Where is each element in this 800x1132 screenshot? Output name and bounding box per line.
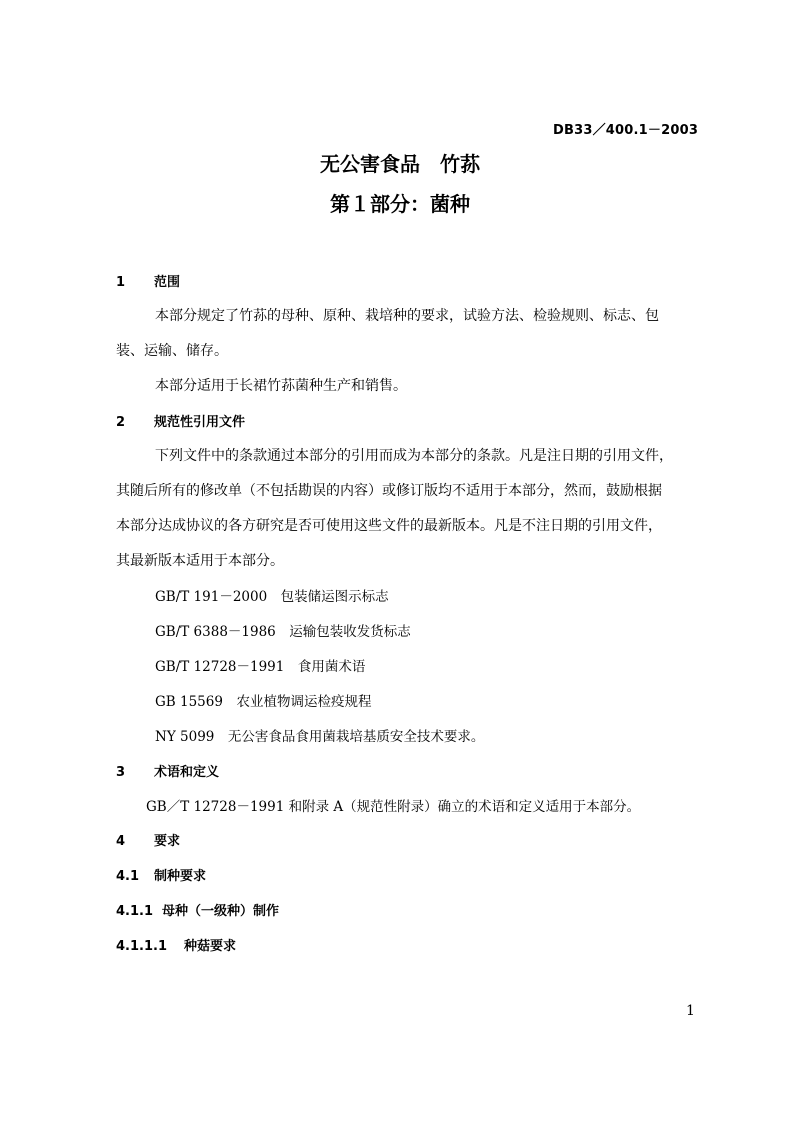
section-title: 制种要求 [154, 869, 207, 884]
paragraph: 本部分适用于长裙竹荪菌种生产和销售。 [155, 378, 407, 394]
section-1-heading [116, 271, 180, 290]
section-4-1-heading [116, 865, 206, 884]
section-4-1-1-1-heading [116, 935, 236, 954]
paragraph-line: 本部分规定了竹荪的母种、原种、栽培种的要求，试验方法、检验规则、标志、包 [155, 308, 659, 324]
section-number: 4.1 [116, 869, 140, 884]
section-title: 要求 [154, 834, 181, 849]
paragraph-line: 装、运输、储存。 [116, 343, 228, 359]
reference-item: GB/T 6388－1986 运输包装收发货标志 [155, 624, 411, 640]
section-number: 2 [116, 415, 126, 430]
section-number: 4.1.1 [116, 904, 154, 919]
section-title: 规范性引用文件 [154, 415, 246, 430]
section-number: 1 [116, 275, 126, 290]
section-number: 4 [116, 834, 126, 849]
document-title: 无公害食品 竹荪 [320, 152, 480, 176]
reference-item: NY 5099 无公害食品食用菌栽培基质安全技术要求。 [155, 729, 485, 745]
document-subtitle: 第１部分：菌种 [330, 192, 470, 216]
paragraph-line: 本部分达成协议的各方研究是否可使用这些文件的最新版本。凡是不注日期的引用文件， [116, 518, 662, 534]
section-title: 母种（一级种）制作 [162, 904, 280, 919]
paragraph-line: 其最新版本适用于本部分。 [116, 553, 284, 569]
section-title: 范围 [154, 275, 181, 290]
section-number: 4.1.1.1 [116, 939, 167, 954]
section-3-heading [116, 761, 219, 780]
section-title: 术语和定义 [154, 765, 220, 780]
paragraph-line: 下列文件中的条款通过本部分的引用而成为本部分的条款。凡是注日期的引用文件， [155, 448, 673, 464]
reference-item: GB 15569 农业植物调运检疫规程 [155, 694, 372, 710]
page-number: 1 [686, 1003, 695, 1019]
reference-item: GB/T 12728－1991 食用菌术语 [155, 659, 366, 675]
section-title: 种菇要求 [184, 939, 237, 954]
section-number: 3 [116, 765, 126, 780]
reference-item: GB/T 191－2000 包装储运图示标志 [155, 589, 389, 605]
section-4-1-1-heading [116, 900, 279, 919]
paragraph-line: 其随后所有的修改单（不包括勘误的内容）或修订版均不适用于本部分，然而，鼓励根据 [116, 483, 662, 499]
document-code: DB33／400.1－2003 [553, 123, 699, 138]
section-4-heading [116, 830, 180, 849]
section-2-heading [116, 411, 245, 430]
paragraph: GB／T 12728－1991 和附录 A（规范性附录）确立的术语和定义适用于本部分。 [146, 799, 641, 815]
